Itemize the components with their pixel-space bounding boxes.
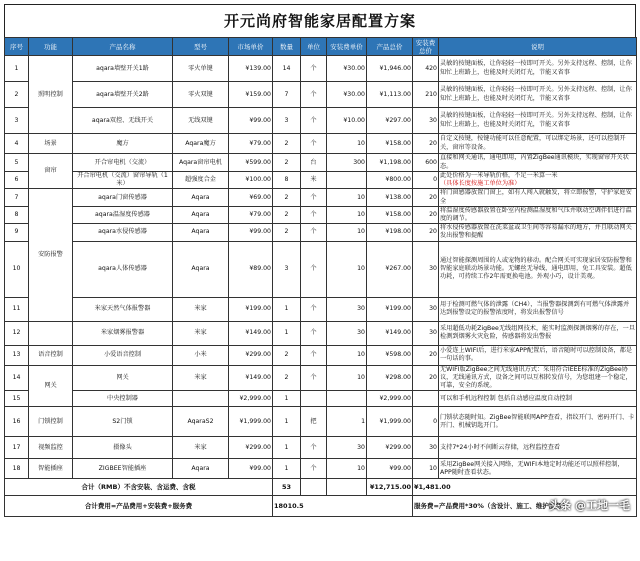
cell-inst: 10 xyxy=(327,189,367,206)
cell-name: 摄像头 xyxy=(73,437,173,459)
service-fee-note: 服务费=产品费用*30%（含设计、施工、维护服务） xyxy=(413,496,637,517)
cell-qty: 1 xyxy=(273,297,301,321)
col-header-price: 市场单价 xyxy=(229,38,273,56)
cell-desc xyxy=(439,459,637,479)
cell-inst: 10 xyxy=(327,134,367,154)
cell-func: 场景 xyxy=(29,134,73,154)
desc-text: 采用超低功耗ZigBee无线组网技术，能实时监测探测烟雾的存在，一旦检测到烟雾火灾危险，传感器将发出警报 xyxy=(440,324,635,341)
desc-text: 用于检测可燃气体的泄露（CH4），当报警器探测到有可燃气体泄露并达到报警设定的报警浓度时，将发出报警信号 xyxy=(440,300,630,317)
cell-inst-total: 30 xyxy=(413,321,439,345)
desc-text: 通过智能探测周围的人或宠物的移动。配合网关可实现家居安防报警和智能家庭联动场景功能。无螺丝无导线，通电即用，免工具安装。超低功耗，可持续工作2年需更换电池。外观小巧，设计美观。 xyxy=(440,256,632,281)
cell-desc xyxy=(439,56,637,82)
cell-total: ¥158.00 xyxy=(367,206,413,223)
desc-text: 门锁状态随时知。ZigBee智能联网APP查看，指纹开门、密码开门、卡开门、机械钥匙开门。 xyxy=(440,413,635,429)
cell-inst-total: 20 xyxy=(413,189,439,206)
table-row xyxy=(5,82,637,108)
cell-total: ¥1,198.00 xyxy=(367,154,413,172)
col-header-inst-total: 安装费总价 xyxy=(413,38,439,56)
cell-no: 5 xyxy=(5,154,29,172)
cell-total: ¥800.00 xyxy=(367,172,413,189)
table-row xyxy=(5,459,637,479)
cell-qty: 2 xyxy=(273,189,301,206)
cell-unit: 个 xyxy=(301,365,327,391)
desc-text: 可以和手机远程控制 包括自动感应温度自动控制 xyxy=(440,394,572,402)
cell-qty: 2 xyxy=(273,224,301,241)
config-table xyxy=(4,37,637,517)
desc-text: 将门窗感器放置门窗上，如有人闯入就触发，将立即报警，守护家庭安全 xyxy=(440,189,632,205)
desc-text: 灵敏的按键面板，让你轻轻一按即可开关。另外支持远程、控制，让你知忙上班路上，也能及时关闭灯光，节能又省事 xyxy=(440,86,632,102)
cell-desc xyxy=(439,82,637,108)
cell-model: Aqara xyxy=(173,224,229,241)
cell-func: 智能插座 xyxy=(29,459,73,479)
cell-no: 12 xyxy=(5,321,29,345)
cell-inst: ¥10.00 xyxy=(327,108,367,134)
cell-price: ¥79.00 xyxy=(229,206,273,223)
table-row xyxy=(5,224,637,241)
desc-text: 此处价格为一米导轨价格，不足一米算一米 xyxy=(440,172,558,179)
cell-total: ¥1,999.00 xyxy=(367,407,413,437)
cell-desc xyxy=(439,365,637,391)
col-header-inst: 安装费单价 xyxy=(327,38,367,56)
cell-no: 15 xyxy=(5,391,29,407)
desc-text: 支持7*24小时不间断云存储，远程监控查看 xyxy=(440,443,561,451)
cell-name: aqara人体传感器 xyxy=(73,241,173,297)
cell-total: ¥99.00 xyxy=(367,459,413,479)
cell-no: 18 xyxy=(5,459,29,479)
cell-total: ¥1,113.00 xyxy=(367,82,413,108)
cell-unit: 台 xyxy=(301,154,327,172)
cell-func: 安防报警 xyxy=(29,189,73,321)
cell-price: ¥79.00 xyxy=(229,134,273,154)
cell-model: 米家 xyxy=(173,365,229,391)
table-row xyxy=(5,365,637,391)
cell-func: 网关 xyxy=(29,365,73,407)
cell-func: 门锁控制 xyxy=(29,407,73,437)
cell-price: ¥2,999.00 xyxy=(229,391,273,407)
table-row xyxy=(5,297,637,321)
cell-model: Aqara xyxy=(173,189,229,206)
cell-model: Aqara xyxy=(173,206,229,223)
cell-model: 零火单键 xyxy=(173,56,229,82)
cell-inst: 10 xyxy=(327,241,367,297)
cell-qty: 2 xyxy=(273,365,301,391)
cell-no: 13 xyxy=(5,345,29,365)
cell-func: 视频监控 xyxy=(29,437,73,459)
cell-qty: 2 xyxy=(273,345,301,365)
cell-inst-total: 20 xyxy=(413,134,439,154)
cell-qty: 1 xyxy=(273,459,301,479)
total-install: ¥1,481.00 xyxy=(413,479,637,496)
cell-name: 小爱语音控制 xyxy=(73,345,173,365)
cell-unit: 把 xyxy=(301,407,327,437)
cell-qty: 1 xyxy=(273,391,301,407)
spreadsheet xyxy=(4,4,636,517)
cell-desc xyxy=(439,134,637,154)
cell-name: aqara水侵传感器 xyxy=(73,224,173,241)
table-row xyxy=(5,108,637,134)
cell-total: ¥158.00 xyxy=(367,134,413,154)
cell-model: 零火双键 xyxy=(173,82,229,108)
cell-unit: 个 xyxy=(301,56,327,82)
col-header-desc: 说明 xyxy=(439,38,637,56)
cell-name: 魔方 xyxy=(73,134,173,154)
table-row xyxy=(5,172,637,189)
total-qty: 53 xyxy=(273,479,301,496)
cell-inst-total: 20 xyxy=(413,365,439,391)
cell-name: 米家天然气体报警器 xyxy=(73,297,173,321)
col-header-model: 型号 xyxy=(173,38,229,56)
cell-unit: 个 xyxy=(301,321,327,345)
cell-inst-total: 0 xyxy=(413,407,439,437)
cell-name: 米家烟雾报警器 xyxy=(73,321,173,345)
cell-no: 2 xyxy=(5,82,29,108)
cell-price: ¥599.00 xyxy=(229,154,273,172)
cell-inst: 10 xyxy=(327,224,367,241)
cell-price: ¥99.00 xyxy=(229,224,273,241)
desc-text: 无WIFI版ZigBee之间无线通讯方式：采用符合IEEE标准的ZigBee协议，无线通讯方式，设备之间可以互相转发信号，为您组建一个稳定，可靠，安全的系统。 xyxy=(440,365,632,390)
cell-unit xyxy=(301,391,327,407)
cell-price: ¥89.00 xyxy=(229,241,273,297)
cell-unit: 个 xyxy=(301,437,327,459)
cell-total: ¥299.00 xyxy=(367,437,413,459)
cell-no: 7 xyxy=(5,189,29,206)
cell-name: ZIGBEE智能插座 xyxy=(73,459,173,479)
cell-total: ¥138.00 xyxy=(367,189,413,206)
cell-desc xyxy=(439,345,637,365)
cell-price: ¥299.00 xyxy=(229,345,273,365)
cell-inst-total: 600 xyxy=(413,154,439,172)
cell-no: 3 xyxy=(5,108,29,134)
cell-total: ¥199.00 xyxy=(367,297,413,321)
cell-qty: 7 xyxy=(273,82,301,108)
cell-price: ¥1,999.00 xyxy=(229,407,273,437)
table-row xyxy=(5,56,637,82)
cell-unit: 米 xyxy=(301,172,327,189)
cell-total: ¥198.00 xyxy=(367,224,413,241)
cell-inst: ¥30.00 xyxy=(327,56,367,82)
cell-desc xyxy=(439,206,637,223)
cell-no: 11 xyxy=(5,297,29,321)
grand-row xyxy=(5,496,637,517)
cell-total: ¥267.00 xyxy=(367,241,413,297)
cell-unit: 个 xyxy=(301,189,327,206)
cell-unit: 个 xyxy=(301,82,327,108)
cell-inst-total: 20 xyxy=(413,206,439,223)
cell-desc xyxy=(439,154,637,172)
cell-price: ¥199.00 xyxy=(229,297,273,321)
cell-inst: 10 xyxy=(327,206,367,223)
cell-model: Aqara魔方 xyxy=(173,134,229,154)
cell-qty: 2 xyxy=(273,134,301,154)
table-row xyxy=(5,345,637,365)
sheet-title: 开元尚府智能家居配置方案 xyxy=(4,4,636,37)
cell-qty: 2 xyxy=(273,206,301,223)
col-header-name: 产品名称 xyxy=(73,38,173,56)
cell-name: 中央控制器 xyxy=(73,391,173,407)
cell-desc xyxy=(439,407,637,437)
cell-total: ¥149.00 xyxy=(367,321,413,345)
cell-price: ¥149.00 xyxy=(229,365,273,391)
cell-model: 超强度合金 xyxy=(173,172,229,189)
cell-no: 4 xyxy=(5,134,29,154)
cell-inst-total: 0 xyxy=(413,172,439,189)
cell-desc xyxy=(439,189,637,206)
cell-name: aqara双控、无线开关 xyxy=(73,108,173,134)
table-row xyxy=(5,437,637,459)
cell-total: ¥1,946.00 xyxy=(367,56,413,82)
cell-no: 8 xyxy=(5,206,29,223)
desc-note: （具体长度按施工单位为准） xyxy=(440,180,521,188)
cell-inst-total: 10 xyxy=(413,459,439,479)
cell-func xyxy=(29,321,73,345)
cell-name: aqara墙壁开关2路 xyxy=(73,82,173,108)
total-label: 合计（RMB）不含安装、含运费、含税 xyxy=(5,479,273,496)
cell-price: ¥99.00 xyxy=(229,459,273,479)
cell-model: 米家 xyxy=(173,321,229,345)
total-product: ¥12,715.00 xyxy=(367,479,413,496)
desc-text: 采用ZigBee网关接入网络，无WIFI本地定时功能还可以照样控制，APP随时查看状态。 xyxy=(440,460,624,476)
cell-inst-total: 30 xyxy=(413,437,439,459)
desc-text: 将水侵传感器放置在洗菜盆或卫生间等容易漏水的地方，并且联动网关发出报警和提醒 xyxy=(440,224,632,240)
cell-total: ¥298.00 xyxy=(367,365,413,391)
cell-inst-total: 20 xyxy=(413,345,439,365)
cell-price: ¥139.00 xyxy=(229,56,273,82)
cell-desc xyxy=(439,241,637,297)
cell-desc xyxy=(439,391,637,407)
cell-model: 米家 xyxy=(173,437,229,459)
col-header-no: 序号 xyxy=(5,38,29,56)
col-header-qty: 数量 xyxy=(273,38,301,56)
cell-desc xyxy=(439,437,637,459)
table-row xyxy=(5,206,637,223)
cell-inst: 10 xyxy=(327,365,367,391)
desc-text: 小爱连上WIFI后，进行米家APP配置后，语音随时可以控制设备，都是一句话的事。 xyxy=(440,346,633,363)
table-row xyxy=(5,154,637,172)
cell-model: Aqara xyxy=(173,241,229,297)
cell-model: 无线双键 xyxy=(173,108,229,134)
cell-unit: 个 xyxy=(301,224,327,241)
cell-inst-total: 210 xyxy=(413,82,439,108)
cell-model xyxy=(173,391,229,407)
cell-desc xyxy=(439,172,637,189)
cell-total: ¥297.00 xyxy=(367,108,413,134)
cell-name: aqara门窗传感器 xyxy=(73,189,173,206)
desc-text: 灵敏的按键面板，让你轻轻一按即可开关。另外支持远程、控制，让你知忙上班路上，也能及时关闭灯光，节能又省事 xyxy=(440,60,632,76)
cell-qty: 8 xyxy=(273,172,301,189)
cell-qty: 1 xyxy=(273,437,301,459)
cell-unit: 个 xyxy=(301,345,327,365)
cell-inst: 30 xyxy=(327,297,367,321)
cell-qty: 3 xyxy=(273,241,301,297)
cell-inst: 10 xyxy=(327,345,367,365)
cell-func: 窗帘 xyxy=(29,154,73,189)
desc-text: 直接和网关通讯，通电即用，内置ZigBee通讯模块，实现窗帘开关状态。 xyxy=(440,154,629,170)
cell-inst: 300 xyxy=(327,154,367,172)
cell-inst-total: 30 xyxy=(413,241,439,297)
col-header-total: 产品总价 xyxy=(367,38,413,56)
cell-inst-total: 420 xyxy=(413,56,439,82)
table-row xyxy=(5,189,637,206)
cell-unit: 个 xyxy=(301,297,327,321)
cell-no: 10 xyxy=(5,241,29,297)
desc-text: 将温湿度传感器放置在卧室内检测温湿度和气压并联动空调伴侣进行温度的调节。 xyxy=(440,206,632,223)
cell-inst xyxy=(327,172,367,189)
cell-price: ¥299.00 xyxy=(229,437,273,459)
cell-inst-total: 20 xyxy=(413,224,439,241)
cell-name: 开合帘电机（交流）窗帘导轨（1米） xyxy=(73,172,173,189)
cell-qty: 3 xyxy=(273,108,301,134)
cell-total: ¥2,999.00 xyxy=(367,391,413,407)
cell-inst: 10 xyxy=(327,459,367,479)
cell-desc xyxy=(439,108,637,134)
cell-no: 17 xyxy=(5,437,29,459)
total-row xyxy=(5,479,637,496)
cell-inst: 30 xyxy=(327,437,367,459)
cell-name: aqara温湿度传感器 xyxy=(73,206,173,223)
header-row xyxy=(5,38,637,56)
cell-price: ¥99.00 xyxy=(229,108,273,134)
cell-model: Aqara窗帘电机 xyxy=(173,154,229,172)
cell-func: 语音控制 xyxy=(29,345,73,365)
cell-model: 小米 xyxy=(173,345,229,365)
grand-value: 18010.5 xyxy=(273,496,413,517)
cell-price: ¥100.00 xyxy=(229,172,273,189)
desc-text: 灵敏的按键面板，让你轻轻一按即可开关。另外支持远程、控制，让你知忙上班路上，也能及时关闭灯光，节能又省事 xyxy=(440,112,632,128)
cell-no: 14 xyxy=(5,365,29,391)
cell-unit: 个 xyxy=(301,134,327,154)
col-header-unit: 单位 xyxy=(301,38,327,56)
cell-unit: 个 xyxy=(301,241,327,297)
watermark: 头条 @工地一毛 xyxy=(549,499,630,513)
cell-desc xyxy=(439,297,637,321)
cell-no: 1 xyxy=(5,56,29,82)
cell-inst-total: 30 xyxy=(413,108,439,134)
cell-model: Aqara xyxy=(173,459,229,479)
cell-name: 开合帘电机（交流） xyxy=(73,154,173,172)
table-row xyxy=(5,407,637,437)
table-row xyxy=(5,321,637,345)
cell-qty: 2 xyxy=(273,154,301,172)
table-row xyxy=(5,241,637,297)
cell-inst xyxy=(327,391,367,407)
cell-inst: 30 xyxy=(327,321,367,345)
cell-price: ¥149.00 xyxy=(229,321,273,345)
cell-name: S2门锁 xyxy=(73,407,173,437)
cell-model: AqaraS2 xyxy=(173,407,229,437)
cell-unit: 个 xyxy=(301,459,327,479)
cell-price: ¥159.00 xyxy=(229,82,273,108)
cell-inst-total xyxy=(413,391,439,407)
cell-desc xyxy=(439,321,637,345)
cell-qty: 1 xyxy=(273,407,301,437)
cell-price: ¥69.00 xyxy=(229,189,273,206)
cell-qty: 1 xyxy=(273,321,301,345)
cell-no: 16 xyxy=(5,407,29,437)
grand-label: 合计费用=产品费用+安装费+服务费 xyxy=(5,496,273,517)
desc-text: 自定义按键，按键功能可以任意配置，可以绑定场景，还可以控制开关，窗帘等设备。 xyxy=(440,135,626,151)
cell-inst-total: 30 xyxy=(413,297,439,321)
cell-inst: 1 xyxy=(327,407,367,437)
cell-name: 网关 xyxy=(73,365,173,391)
cell-total: ¥598.00 xyxy=(367,345,413,365)
cell-desc xyxy=(439,224,637,241)
table-row xyxy=(5,134,637,154)
cell-name: aqara墙壁开关1路 xyxy=(73,56,173,82)
table-row xyxy=(5,391,637,407)
cell-no: 9 xyxy=(5,224,29,241)
cell-model: 米家 xyxy=(173,297,229,321)
cell-func: 照明控制 xyxy=(29,56,73,134)
cell-no: 6 xyxy=(5,172,29,189)
col-header-func: 功能 xyxy=(29,38,73,56)
cell-unit: 个 xyxy=(301,206,327,223)
cell-qty: 14 xyxy=(273,56,301,82)
cell-inst: ¥30.00 xyxy=(327,82,367,108)
cell-unit: 个 xyxy=(301,108,327,134)
